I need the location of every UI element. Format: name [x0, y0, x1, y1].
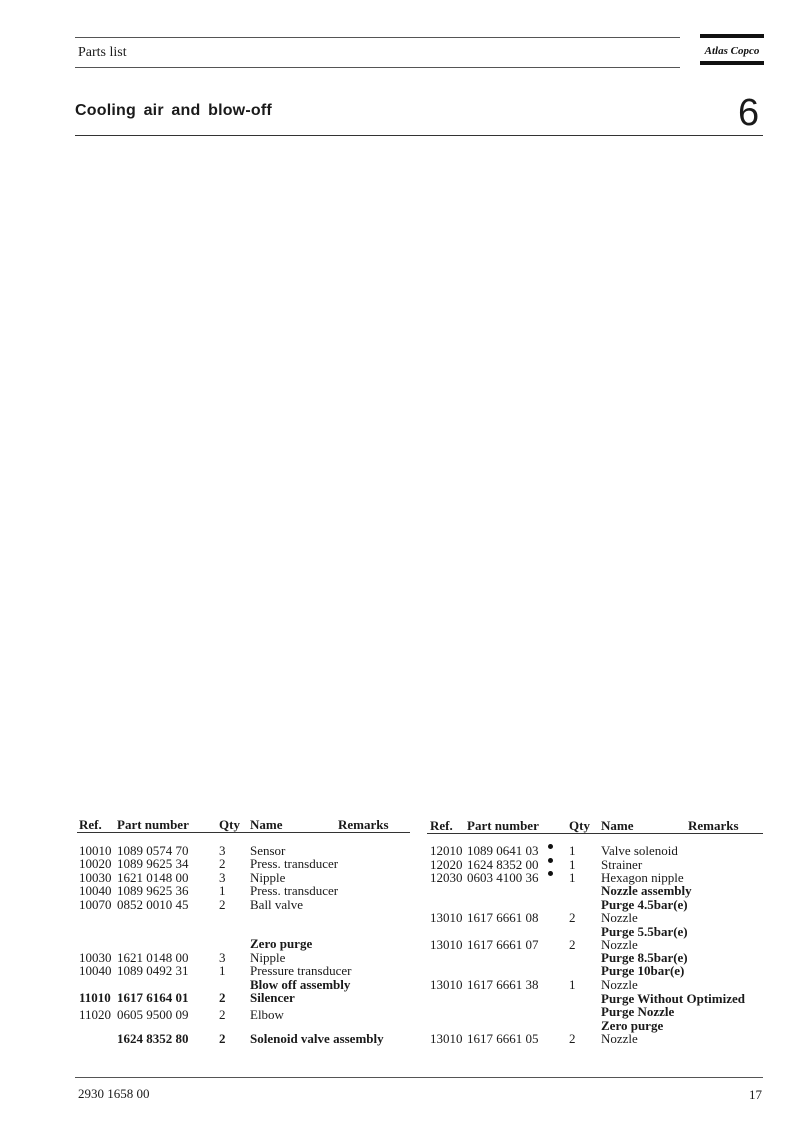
- document-number: 2930 1658 00: [78, 1086, 150, 1101]
- table-row: [0, 964, 800, 978]
- ref-cell: 10070: [79, 897, 112, 912]
- name-cell: Purge 8.5bar(e): [601, 950, 688, 965]
- right-header-part-number: Part number: [467, 818, 539, 833]
- name-cell: Purge 10bar(e): [601, 963, 685, 978]
- table-row: [0, 884, 800, 898]
- ref-cell: 12020: [430, 857, 463, 872]
- ref-cell: 13010: [430, 1031, 463, 1046]
- right-header-remarks: Remarks: [688, 818, 739, 833]
- name-cell: Silencer: [250, 990, 295, 1005]
- qty-cell: 2: [219, 1031, 226, 1046]
- title-rule: [75, 135, 763, 136]
- part-number-cell: 1089 0641 03: [467, 843, 539, 858]
- name-cell: Purge 5.5bar(e): [601, 924, 688, 939]
- left-header-ref: Ref.: [79, 817, 102, 832]
- part-number-cell: 0852 0010 45: [117, 897, 189, 912]
- ref-cell: 10010: [79, 843, 112, 858]
- right-header-name: Name: [601, 818, 634, 833]
- bullet-icon: [548, 844, 553, 849]
- ref-cell: 13010: [430, 977, 463, 992]
- ref-cell: 12010: [430, 843, 463, 858]
- header-rule-bottom: [75, 67, 680, 68]
- qty-cell: 2: [219, 1007, 226, 1022]
- left-header-qty: Qty: [219, 817, 240, 832]
- ref-cell: 10040: [79, 883, 112, 898]
- ref-cell: 13010: [430, 910, 463, 925]
- qty-cell: 1: [569, 870, 576, 885]
- qty-cell: 3: [219, 950, 226, 965]
- name-cell: Elbow: [250, 1007, 284, 1022]
- ref-cell: 11020: [79, 1007, 112, 1022]
- left-header-remarks: Remarks: [338, 817, 389, 832]
- ref-cell: 12030: [430, 870, 463, 885]
- name-cell: Purge 4.5bar(e): [601, 897, 688, 912]
- ref-cell: 10030: [79, 870, 112, 885]
- qty-cell: 1: [569, 977, 576, 992]
- table-row: [0, 1032, 800, 1046]
- table-row: [0, 844, 800, 858]
- ref-cell: 10020: [79, 856, 112, 871]
- table-row: [0, 925, 800, 939]
- qty-cell: 2: [569, 1031, 576, 1046]
- qty-cell: 3: [219, 870, 226, 885]
- part-number-cell: 1617 6661 05: [467, 1031, 539, 1046]
- name-cell: Valve solenoid: [601, 843, 678, 858]
- left-header-rule: [77, 832, 410, 833]
- name-cell: Pressure transducer: [250, 963, 352, 978]
- name-cell: Nipple: [250, 870, 286, 885]
- part-number-cell: 1621 0148 00: [117, 870, 189, 885]
- part-number-cell: 1089 9625 36: [117, 883, 189, 898]
- name-cell: Strainer: [601, 857, 643, 872]
- right-header-ref: Ref.: [430, 818, 453, 833]
- qty-cell: 2: [569, 937, 576, 952]
- part-number-cell: 1621 0148 00: [117, 950, 189, 965]
- qty-cell: 3: [219, 843, 226, 858]
- qty-cell: 1: [219, 963, 226, 978]
- name-cell: Hexagon nipple: [601, 870, 684, 885]
- qty-cell: 1: [569, 843, 576, 858]
- page-number: 17: [749, 1087, 762, 1102]
- qty-cell: 2: [219, 990, 226, 1005]
- left-header-part-number: Part number: [117, 817, 189, 832]
- qty-cell: 2: [219, 856, 226, 871]
- name-cell: Ball valve: [250, 897, 304, 912]
- name-cell: Nozzle assembly: [601, 883, 692, 898]
- left-header-name: Name: [250, 817, 283, 832]
- part-number-cell: 1617 6661 38: [467, 977, 539, 992]
- right-header-qty: Qty: [569, 818, 590, 833]
- ref-cell: 11010: [79, 990, 111, 1005]
- name-cell: Sensor: [250, 843, 286, 858]
- table-row: [0, 911, 800, 925]
- name-cell: Nozzle: [601, 1031, 638, 1046]
- part-number-cell: 1617 6661 07: [467, 937, 539, 952]
- part-number-cell: 1617 6164 01: [117, 990, 189, 1005]
- right-header-rule: [427, 833, 763, 834]
- part-number-cell: 0603 4100 36: [467, 870, 539, 885]
- qty-cell: 2: [569, 910, 576, 925]
- table-row: [0, 898, 800, 912]
- name-cell: Blow off assembly: [250, 977, 351, 992]
- name-cell: Nozzle: [601, 910, 638, 925]
- name-cell: Purge Nozzle: [601, 1004, 675, 1019]
- name-cell: Nipple: [250, 950, 286, 965]
- table-row: [0, 1005, 800, 1019]
- table-row: [0, 1019, 800, 1033]
- table-row: [0, 992, 800, 1006]
- header-rule-top: [75, 37, 680, 38]
- qty-cell: 1: [219, 883, 226, 898]
- name-cell: Press. transducer: [250, 856, 339, 871]
- part-number-cell: 1089 0574 70: [117, 843, 189, 858]
- part-number-cell: 0605 9500 09: [117, 1007, 189, 1022]
- page-title: Cooling air and blow-off: [75, 102, 272, 119]
- name-cell: Purge Without Optimized: [601, 991, 745, 1006]
- section-number: 6: [738, 92, 760, 134]
- part-number-cell: 1624 8352 80: [117, 1031, 189, 1046]
- name-cell: Nozzle: [601, 977, 638, 992]
- part-number-cell: 1617 6661 08: [467, 910, 539, 925]
- name-cell: Solenoid valve assembly: [250, 1031, 384, 1046]
- bullet-icon: [548, 871, 553, 876]
- qty-cell: 2: [219, 897, 226, 912]
- name-cell: Nozzle: [601, 937, 638, 952]
- part-number-cell: 1089 0492 31: [117, 963, 189, 978]
- bullet-icon: [548, 858, 553, 863]
- part-number-cell: 1624 8352 00: [467, 857, 539, 872]
- footer-rule: [75, 1077, 763, 1078]
- section-label: Parts list: [78, 45, 127, 60]
- ref-cell: 13010: [430, 937, 463, 952]
- atlas-copco-logo: [700, 34, 764, 66]
- ref-cell: 10040: [79, 963, 112, 978]
- ref-cell: 10030: [79, 950, 112, 965]
- name-cell: Zero purge: [601, 1018, 664, 1033]
- part-number-cell: 1089 9625 34: [117, 856, 189, 871]
- qty-cell: 1: [569, 857, 576, 872]
- svg-text:Atlas Copco: Atlas Copco: [704, 45, 760, 57]
- name-cell: Zero purge: [250, 936, 313, 951]
- table-row: [0, 978, 800, 992]
- name-cell: Press. transducer: [250, 883, 339, 898]
